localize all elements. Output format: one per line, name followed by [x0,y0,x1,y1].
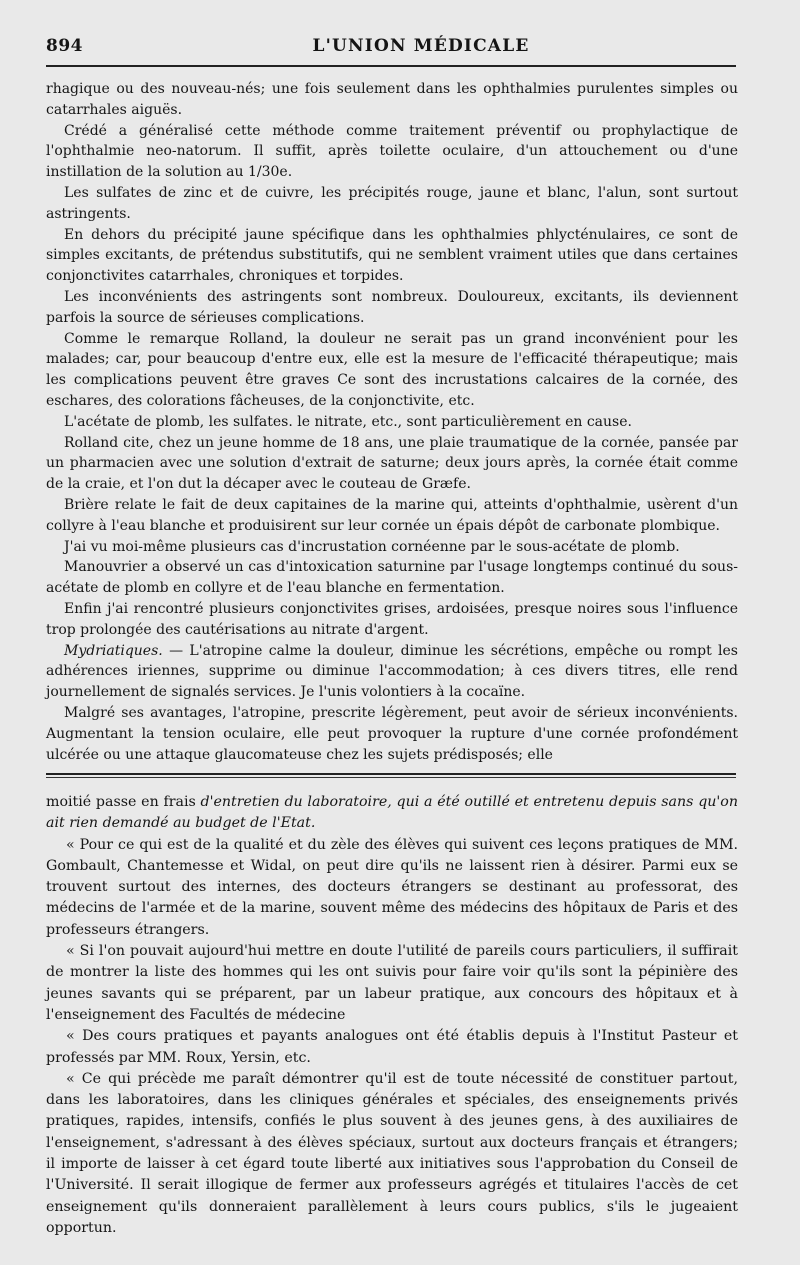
quoted-paragraph: « Pour ce qui est de la qualité et du zèle des élèves qui suivent ces leçons pratiques de MM. Gombault, Chantemesse et Widal, on peut dire qu'ils ne laissent rien à désirer. Parmi eux se trouvent surtout des internes, des docteurs étrangers se destinant au professorat, des médecins de l'armée et de la marine, souvent même des médecins des hôpitaux de Paris et des professeurs étrangers. [46,836,738,938]
main-text-column [46,79,738,765]
feuilleton-column [46,792,738,1239]
paragraph: Rolland cite, chez un jeune homme de 18 ans, une plaie traumatique de la cornée, pansée par un pharmacien avec une solution d'extrait de saturne; deux jours après, la cornée était comme de la craie, et l'on dut la décaper avec le couteau de Græfe. [46,434,738,493]
quoted-paragraph: « Des cours pratiques et payants analogues ont été établis depuis à l'Institut Pasteur et professés par MM. Roux, Yersin, etc. [46,1028,738,1066]
section-label-mydriatiques: Mydriatiques. [64,642,163,659]
quoted-paragraph: « Si l'on pouvait aujourd'hui mettre en doute l'utilité de pareils cours particuliers, il suffirait de montrer la liste des hommes qui les ont suivis pour faire voir qu'ils sont la pépinière des jeunes savants qui se préparent, par un labeur pratique, aux concours des hôpitaux et à l'enseignement des Facultés de médecine [46,943,738,1023]
section-divider-thin [46,777,736,778]
paragraph: L'acétate de plomb, les sulfates. le nitrate, etc., sont particulièrement en cause. [64,413,632,430]
paragraph: Les sulfates de zinc et de cuivre, les précipités rouge, jaune et blanc, l'alun, sont surtout astringents. [46,184,738,222]
paragraph: J'ai vu moi-même plusieurs cas d'incrustation cornéenne par le sous-acétate de plomb. [64,538,680,555]
paragraph: Manouvrier a observé un cas d'intoxication saturnine par l'usage longtemps continué du sous-acétate de plomb en collyre et de l'eau blanche en fermentation. [46,559,738,597]
section-divider [46,773,736,775]
paragraph: Enfin j'ai rencontré plusieurs conjonctivites grises, ardoisées, presque noires sous l'influence trop prolongée des cautérisations au nitrate d'argent. [46,600,738,638]
header-rule [46,65,736,67]
paragraph: En dehors du précipité jaune spécifique dans les ophthalmies phlycténulaires, ce sont de simples excitants, de prétendus substitutifs, qui ne semblent vraiment utiles que dans certaines conjonctivites catarrhales, chroniques et torpides. [46,226,738,285]
paragraph-mydriatiques [46,641,738,703]
running-title: L'UNION MÉDICALE [312,36,530,56]
paragraph: Brière relate le fait de deux capitaines de la marine qui, atteints d'ophthalmie, usèrent d'un collyre à l'eau blanche et produisirent sur leur cornée un épais dépôt de carbonate plombique. [46,496,738,534]
quoted-paragraph: « Ce qui précède me paraît démontrer qu'il est de toute nécessité de constituer partout, dans les laboratoires, dans les cliniques générales et spéciales, des enseignements privés pratiques, rapides, intensifs, confiés le plus souvent à des jeunes gens, à des auxiliaires de l'enseignement, s'adressant à des élèves spéciaux, surtout aux docteurs français et étrangers; il importe de laisser à cet égard toute liberté aux initiatives sous l'approbation du Conseil de l'Université. Il serait illogique de fermer aux professeurs agrégés et titulaires l'accès de cet enseignement qu'ils donneraient parallèlement à leurs cours publics, s'ils le jugeaient opportun. [46,1070,738,1236]
paragraph-continuation: rhagique ou des nouveau-nés; une fois seulement dans les ophthalmies purulentes simples ou catarrhales aiguës. [46,81,738,118]
mydriatiques-text: — L'atropine calme la douleur, diminue les sécrétions, empêche ou rompt les adhérences iriennes, supprime ou diminue l'accommodation; à ces divers titres, elle rend journellement de signalés services. Je l'unis volontiers à la cocaïne. [46,642,738,701]
paragraph: Les inconvénients des astringents sont nombreux. Douloureux, excitants, ils deviennent parfois la source de sérieuses complications. [46,288,738,326]
paragraph-continuation [46,792,738,835]
paragraph: Comme le remarque Rolland, la douleur ne serait pas un grand inconvénient pour les malades; car, pour beaucoup d'entre eux, elle est la mesure de l'efficacité thérapeutique; mais les complications peuvent être graves Ce sont des incrustations calcaires de la cornée, des eschares, des colorations fâcheuses, de la conjonctivite, etc. [46,330,738,409]
paragraph: Crédé a généralisé cette méthode comme traitement préventif ou prophylactique de l'ophthalmie neo-natorum. Il suffit, après toilette oculaire, d'un attouchement ou d'une instillation de la solution au 1/30e. [46,122,738,181]
page-header [46,36,736,60]
paragraph: Malgré ses avantages, l'atropine, prescrite légèrement, peut avoir de sérieux inconvénients. Augmentant la tension oculaire, elle peut provoquer la rupture d'une cornée profondément ulcérée ou une attaque glaucomateuse chez les sujets prédisposés; elle [46,704,738,763]
page-number: 894 [46,36,83,56]
continuation-text: moitié passe en frais [46,794,201,810]
continuation-italic: d'entretien du laboratoire, qui a été outillé et entretenu depuis sans qu'on ait rien demandé au budget de l'Etat. [46,794,738,832]
